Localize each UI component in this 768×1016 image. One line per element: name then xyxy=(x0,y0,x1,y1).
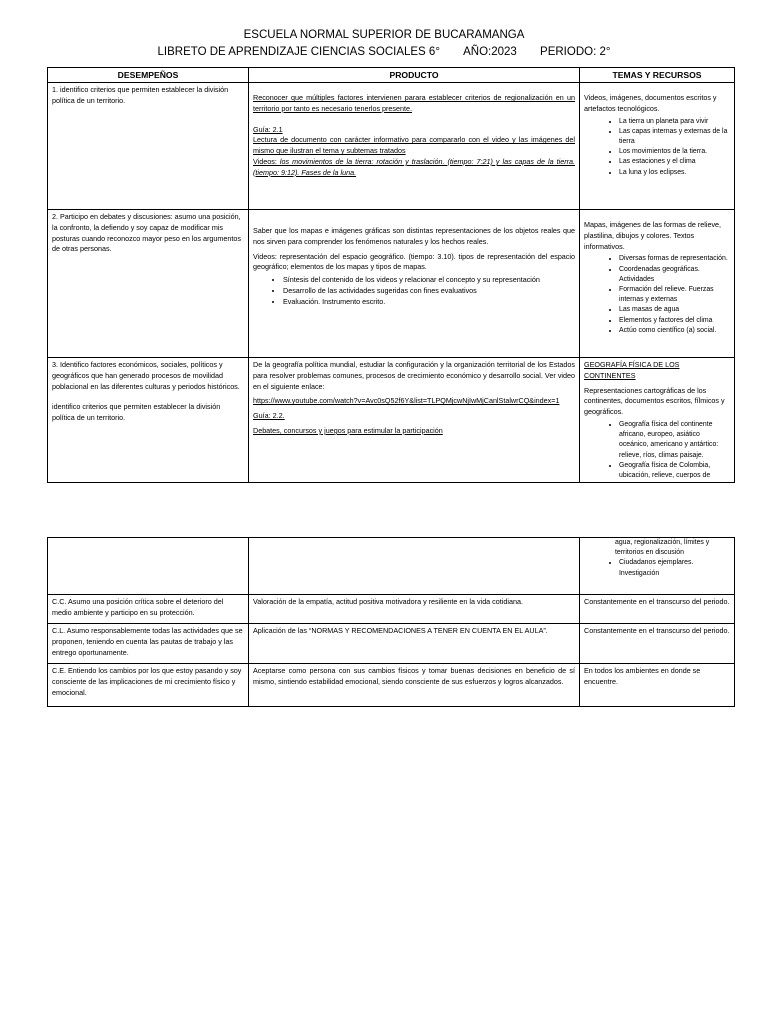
temas-intro: Mapas, imágenes de las formas de relieve, plastilina, dibujos y colores. Textos informativos. xyxy=(584,220,722,251)
videos-text xyxy=(253,157,575,179)
temas-list xyxy=(584,254,730,336)
temas-cell xyxy=(580,538,735,595)
list-item: • Las capas internas y externas de la tierra xyxy=(619,127,730,147)
column-header-producto: PRODUCTO xyxy=(249,68,580,83)
list-item: • Coordenadas geográficas. Actividades xyxy=(619,265,730,285)
desempeno-cell xyxy=(48,624,249,664)
table-row xyxy=(48,83,735,210)
producto-cell xyxy=(249,83,580,210)
list-item: • Los movimientos de la tierra. xyxy=(619,147,730,157)
learning-table-continued xyxy=(47,537,735,707)
column-header-temas: TEMAS Y RECURSOS xyxy=(580,68,735,83)
producto-cell xyxy=(249,664,580,707)
temas-cell xyxy=(580,664,735,707)
list-item: • Geografía física del continente africano, europeo, asiático oceánico, americano y antártico: relieve, ríos, climas paisaje. xyxy=(619,420,730,461)
producto-cell xyxy=(249,210,580,358)
list-item: • Síntesis del contenido de los videos y relacionar el concepto y su representación xyxy=(283,275,575,286)
desempeno-text-secondary: identifico criterios que permiten establecer la división política de un territorio. xyxy=(52,402,221,423)
desempeno-cell xyxy=(48,538,249,595)
producto-cell xyxy=(249,538,580,595)
producto-text: De la geografía política mundial, estudiar la configuración y la organización territorial de los Estados para resolver problemas comunes, procesos de crecimiento económico y desarrollo social. Ver video en el siguiente enlace: xyxy=(253,360,575,391)
list-item: • Geografía física de Colombia, ubicación, relieve, cuerpos de xyxy=(619,461,730,478)
temas-text: Constantemente en el transcurso del periodo. xyxy=(584,597,730,606)
booklet-header xyxy=(0,46,768,58)
temas-cell xyxy=(580,624,735,664)
temas-list xyxy=(584,420,730,478)
temas-list xyxy=(584,558,730,578)
temas-list xyxy=(584,117,730,178)
producto-text: Saber que los mapas e imágenes gráficas son distintas representaciones de los objetos reales que nos sirven para comprender los fenómenos naturales y los hechos reales. xyxy=(253,226,575,246)
table-row xyxy=(48,358,735,483)
debates-text: Debates, concursos y juegos para estimular la participación xyxy=(253,425,443,435)
temas-text: En todos los ambientes en donde se encuentre. xyxy=(584,666,701,686)
table-row xyxy=(48,538,735,595)
list-item: • Las masas de agua xyxy=(619,305,730,315)
period-label: PERIODO: 2° xyxy=(540,46,611,58)
table-row xyxy=(48,624,735,664)
table-row xyxy=(48,595,735,624)
desempeno-cell xyxy=(48,358,249,483)
temas-text: Constantemente en el transcurso del periodo. xyxy=(584,626,730,635)
list-item: • Ciudadanos ejemplares. Investigación xyxy=(619,558,730,578)
videos-list-text: los movimientos de la tierra: rotación y traslación. (tiempo: 7:21) y las capas de la tierra. (tiempo: 9:12). Fases de la luna. xyxy=(253,156,575,177)
desempeno-cell xyxy=(48,210,249,358)
table-row xyxy=(48,210,735,358)
guide-label: Guía: 2.2. xyxy=(253,411,285,421)
temas-cell xyxy=(580,210,735,358)
temas-title: GEOGRAFÍA FÍSICA DE LOS CONTINENTES xyxy=(584,360,680,380)
year-label: AÑO:2023 xyxy=(463,46,517,58)
temas-intro: Videos, imágenes, documentos escritos y artefactos tecnológicos. xyxy=(584,93,717,113)
producto-text: Reconocer que múltiples factores intervienen parara establecer criterios de regionalización en un territorio por tanto es necesario tenerlos presente. xyxy=(253,93,575,113)
list-item: • Actúo como científico (a) social. xyxy=(619,326,730,336)
video-link[interactable]: https://www.youtube.com/watch?v=Avc0sQ52f6Y&list=TLPQMjcwNjIwMjCanlStalwrCQ&index=1 xyxy=(253,396,560,406)
desempeno-text: C.C. Asumo una posición crítica sobre el deterioro del medio ambiente y participo en su protección. xyxy=(52,597,224,617)
booklet-title: LIBRETO DE APRENDIZAJE CIENCIAS SOCIALES 6° xyxy=(157,46,440,58)
desempeno-text: C.L. Asumo responsablemente todas las actividades que se proponen, teniendo en cuenta las pautas de trabajo y las entrego oportunamente. xyxy=(52,626,243,657)
list-item: • La luna y los eclipses. xyxy=(619,168,730,178)
desempeno-cell xyxy=(48,595,249,624)
temas-intro: Representaciones cartográficas de los continentes, documentos escritos, fílmicos y geográficos. xyxy=(584,385,725,417)
producto-text: Valoración de la empatía, actitud positiva motivadora y resiliente en la vida cotidiana. xyxy=(253,597,523,606)
guide-label: Guía: 2.1 xyxy=(253,124,283,134)
table-header-row xyxy=(48,68,735,83)
list-item: • Evaluación. Instrumento escrito. xyxy=(283,297,575,308)
learning-table xyxy=(47,67,735,483)
activities-list xyxy=(253,275,575,307)
producto-cell xyxy=(249,624,580,664)
column-header-desempenos: DESEMPEÑOS xyxy=(48,68,249,83)
videos-text: Videos: representación del espacio geográfico. (tiempo: 3.10). tipos de representación del espacio geográfico; elementos de los mapas y tipos de mapas. xyxy=(253,251,575,272)
list-item: • La tierra un planeta para vivir xyxy=(619,117,730,127)
list-item: • Diversas formas de representación. xyxy=(619,254,730,264)
producto-cell xyxy=(249,358,580,483)
temas-continuation: agua, regionalización, límites y territorios en discusión xyxy=(615,539,710,557)
desempeno-text: 3. Identifico factores económicos, sociales, políticos y geográficos que han generado procesos de movilidad poblacional en las diferentes culturas y periodos históricos. xyxy=(52,360,240,391)
temas-cell xyxy=(580,358,735,483)
desempeno-text: 1. identifico criterios que permiten establecer la división política de un territorio. xyxy=(52,85,229,105)
desempeno-text: 2. Participo en debates y discusiones: asumo una posición, la confronto, la defiendo y soy capaz de modificar mis posturas cuando reconozco mayor peso en los argumentos de otras personas. xyxy=(52,212,241,254)
videos-label: Videos: xyxy=(253,156,280,166)
table-row xyxy=(48,664,735,707)
list-item: • Las estaciones y el clima xyxy=(619,157,730,167)
list-item: • Elementos y factores del clima xyxy=(619,316,730,326)
desempeno-cell xyxy=(48,83,249,210)
producto-cell xyxy=(249,595,580,624)
reading-text: Lectura de documento con carácter informativo para compararlo con el video y las imágenes del mismo que ilustran el tema y subtemas tratados xyxy=(253,135,575,156)
desempeno-text: C.E. Entiendo los cambios por los que estoy pasando y soy consciente de las implicaciones de mi crecimiento físico y emocional. xyxy=(52,666,242,697)
list-item: • Desarrollo de las actividades sugeridas con fines evaluativos xyxy=(283,286,575,297)
desempeno-cell xyxy=(48,664,249,707)
temas-cell xyxy=(580,83,735,210)
producto-text: Aplicación de las “NORMAS Y RECOMENDACIONES A TENER EN CUENTA EN EL AULA”. xyxy=(253,626,548,635)
list-item: • Formación del relieve. Fuerzas internas y externas xyxy=(619,285,730,305)
producto-text: Aceptarse como persona con sus cambios físicos y tomar buenas decisiones en beneficio de sí mismo, sintiendo estabilidad emocional, siendo consciente de sus esfuerzos y logros alcanzados. xyxy=(253,666,575,686)
temas-cell xyxy=(580,595,735,624)
school-title: ESCUELA NORMAL SUPERIOR DE BUCARAMANGA xyxy=(243,29,525,41)
